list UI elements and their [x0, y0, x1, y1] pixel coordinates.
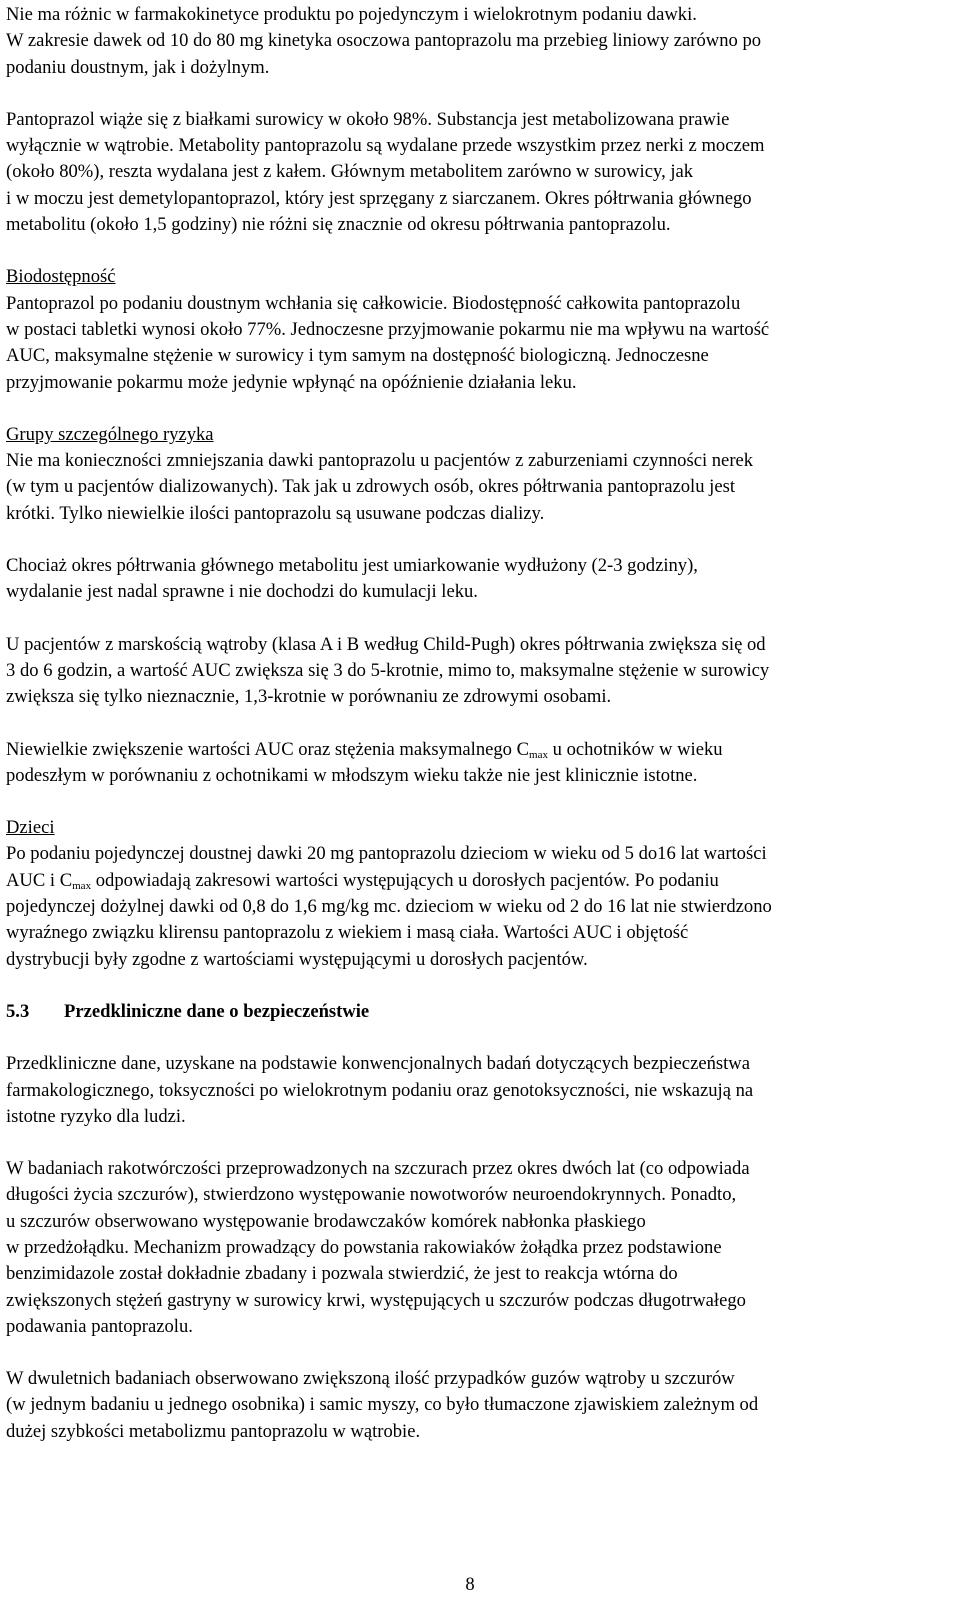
- paragraph-kinetics: [6, 2, 946, 81]
- subheading-children: Dzieci: [6, 817, 55, 839]
- paragraph-preclinical: [6, 1051, 946, 1130]
- text-line: Nie ma konieczności zmniejszania dawki pantoprazolu u pacjentów z zaburzeniami czynności nerek: [6, 450, 754, 472]
- text-line: istotne ryzyko dla ludzi.: [6, 1105, 186, 1127]
- text-line: dużej szybkości metabolizmu pantoprazolu w wątrobie.: [6, 1420, 421, 1442]
- text-line: przyjmowanie pokarmu może jedynie wpłynąć na opóźnienie działania leku.: [6, 371, 577, 393]
- text-line: Pantoprazol po podaniu doustnym wchłania się całkowicie. Biodostępność całkowita pantoprazolu: [6, 292, 741, 314]
- text-line: u szczurów obserwowano występowanie brodawczaków komórek nabłonka płaskiego: [6, 1210, 646, 1232]
- page-number: 8: [465, 1574, 475, 1595]
- text-line: zwiększonych stężeń gastryny w surowicy krwi, występujących u szczurów podczas długotrwałego: [6, 1289, 746, 1311]
- text-line: (około 80%), reszta wydalana jest z kałem. Głównym metabolitem zarówno w surowicy, jak: [6, 161, 694, 183]
- text-line: W dwuletnich badaniach obserwowano zwiększoną ilość przypadków guzów wątroby u szczurów: [6, 1368, 735, 1390]
- text-line: AUC, maksymalne stężenie w surowicy i tym samym na dostępność biologiczną. Jednoczesne: [6, 345, 709, 367]
- text-line: 3 do 6 godzin, a wartość AUC zwiększa się 3 do 5-krotnie, mimo to, maksymalne stężenie w surowicy: [6, 659, 770, 681]
- paragraph-liver-tumors: [6, 1366, 946, 1445]
- text-line: zwiększa się tylko nieznacznie, 1,3-krotnie w porównaniu ze zdrowymi osobami.: [6, 686, 612, 708]
- subscript-max: max: [529, 748, 548, 761]
- subheading-bioavailability: Biodostępność: [6, 266, 116, 288]
- text-line: Przedkliniczne dane, uzyskane na podstawie konwencjonalnych badań dotyczących bezpieczeństwa: [6, 1053, 750, 1075]
- text-line: farmakologicznego, toksyczności po wielokrotnym podaniu oraz genotoksyczności, nie wskazują na: [6, 1079, 754, 1101]
- subheading-risk-groups: Grupy szczególnego ryzyka: [6, 423, 214, 445]
- text-line: (w jednym badaniu u jednego osobnika) i samic myszy, co było tłumaczone zjawiskiem zależnym od: [6, 1394, 759, 1416]
- text-line: Chociaż okres półtrwania głównego metabolitu jest umiarkowanie wydłużony (2-3 godziny),: [6, 555, 698, 577]
- paragraph-cirrhosis: [6, 632, 946, 711]
- text-line: W zakresie dawek od 10 do 80 mg kinetyka osoczowa pantoprazolu ma przebieg liniowy zarówno po: [6, 30, 762, 52]
- text-line: podeszłym w porównaniu z ochotnikami w młodszym wieku także nie jest klinicznie istotne.: [6, 764, 698, 786]
- text-line: Po podaniu pojedynczej doustnej dawki 20 mg pantoprazolu dzieciom w wieku od 5 do16 lat wartości: [6, 843, 767, 865]
- text-line: benzimidazole został dokładnie zbadany i pozwala stwierdzić, że jest to reakcja wtórna do: [6, 1263, 678, 1285]
- text-line: wyłącznie w wątrobie. Metabolity pantoprazolu są wydalane przede wszystkim przez nerki z moczem: [6, 135, 765, 157]
- text-line: W badaniach rakotwórczości przeprowadzonych na szczurach przez okres dwóch lat (co odpowiada: [6, 1158, 750, 1180]
- text-line: U pacjentów z marskością wątroby (klasa A i B według Child-Pugh) okres półtrwania zwiększa się od: [6, 633, 766, 655]
- text-line: w przedżołądku. Mechanizm prowadzący do powstania rakowiaków żołądka przez podstawione: [6, 1236, 722, 1258]
- text-fragment: u ochotników w wieku: [547, 738, 723, 760]
- section-number: 5.3: [6, 1000, 30, 1022]
- text-fragment: Niewielkie zwiększenie wartości AUC oraz stężenia maksymalnego C: [6, 738, 530, 760]
- text-line: podawania pantoprazolu.: [6, 1315, 193, 1337]
- section-heading: [6, 999, 946, 1025]
- text-line: (w tym u pacjentów dializowanych). Tak jak u zdrowych osób, okres półtrwania pantoprazolu jest: [6, 476, 735, 498]
- text-line: wyraźnego związku klirensu pantoprazolu z wiekiem i masą ciała. Wartości AUC i objętość: [6, 922, 689, 944]
- paragraph-carcinogenicity: [6, 1156, 946, 1340]
- text-fragment: AUC i C: [6, 869, 73, 891]
- section-title: Przedkliniczne dane o bezpieczeństwie: [64, 1000, 370, 1022]
- paragraph-half-life: [6, 553, 946, 606]
- text-line: dystrybucji były zgodne z wartościami występującymi u dorosłych pacjentów.: [6, 948, 588, 970]
- text-line: i w moczu jest demetylopantoprazol, który jest sprzęgany z siarczanem. Okres półtrwania głównego: [6, 187, 752, 209]
- paragraph-metabolism: [6, 107, 946, 238]
- text-line: w postaci tabletki wynosi około 77%. Jednoczesne przyjmowanie pokarmu nie ma wpływu na wartość: [6, 318, 770, 340]
- text-line: wydalanie jest nadal sprawne i nie dochodzi do kumulacji leku.: [6, 581, 478, 603]
- text-line: podaniu doustnym, jak i dożylnym.: [6, 56, 270, 78]
- text-line: krótki. Tylko niewielkie ilości pantoprazolu są usuwane podczas dializy.: [6, 502, 545, 524]
- text-line: Nie ma różnic w farmakokinetyce produktu po pojedynczym i wielokrotnym podaniu dawki.: [6, 4, 697, 25]
- subscript-max: max: [72, 879, 92, 892]
- text-fragment: odpowiadają zakresowi wartości występujących u dorosłych pacjentów. Po podaniu: [91, 869, 719, 891]
- section-children: [6, 815, 946, 973]
- section-bioavailability: [6, 264, 946, 395]
- document-body: [6, 2, 946, 1445]
- text-line: pojedynczej dożylnej dawki od 0,8 do 1,6 mg/kg mc. dzieciom w wieku od 2 do 16 lat nie stwierdzono: [6, 896, 772, 918]
- paragraph-elderly: [6, 737, 946, 790]
- section-risk-groups: [6, 422, 946, 527]
- text-line: długości życia szczurów), stwierdzono występowanie nowotworów neuroendokrynnych. Ponadto,: [6, 1184, 737, 1206]
- text-line: metabolitu (około 1,5 godziny) nie różni się znacznie od okresu półtrwania pantoprazolu.: [6, 214, 671, 236]
- text-line: Pantoprazol wiąże się z białkami surowicy w około 98%. Substancja jest metabolizowana prawie: [6, 108, 730, 130]
